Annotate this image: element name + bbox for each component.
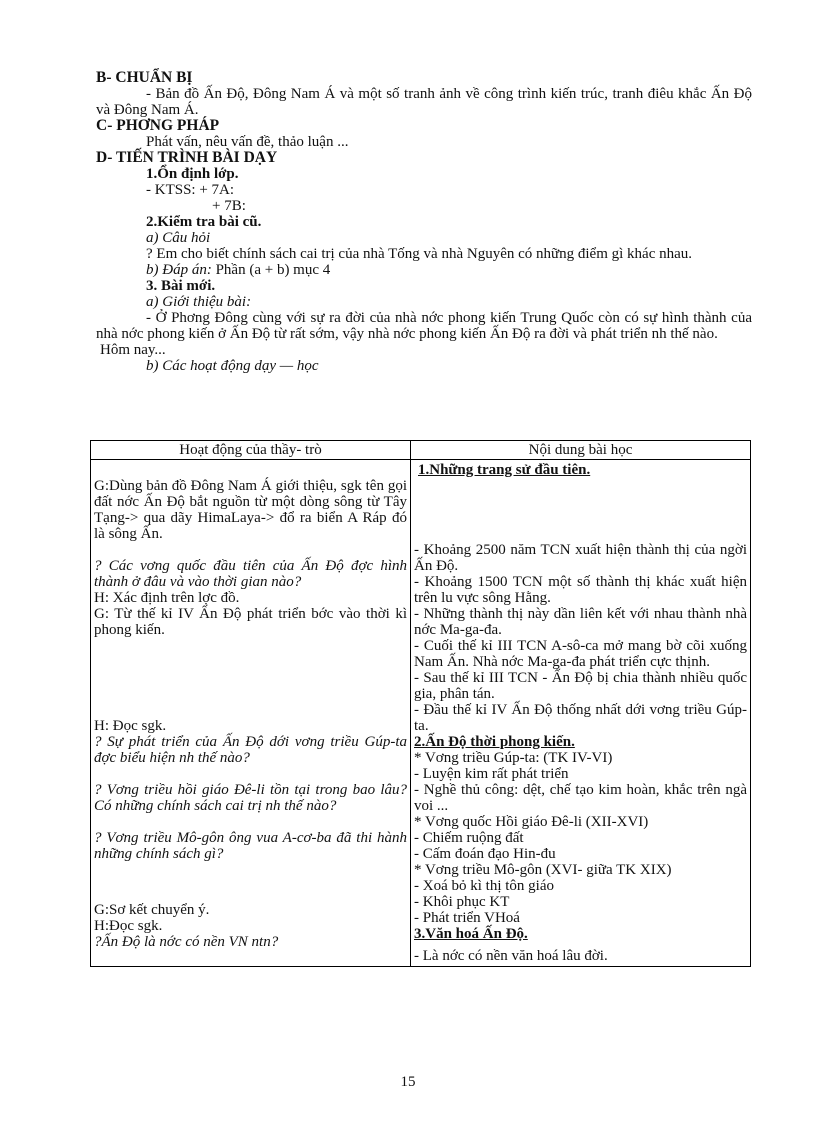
question-1: ? Các vơng quốc đầu tiên của Ấn Độ đợc hình thành ở đâu và vào thời gian nào? (94, 558, 407, 590)
section-2-line: - Xoá bỏ kì thị tôn giáo (414, 878, 554, 894)
section-2-line: - Nghề thủ công: dệt, chế tạo kim hoàn, khắc trên ngà voi ... (414, 782, 747, 814)
section-c-text: Phát vấn, nêu vấn đề, thảo luận ... (146, 134, 349, 150)
section-b-title: B- CHUẨN BỊ (96, 69, 193, 86)
content-cell (411, 460, 751, 967)
d1-line1: - KTSS: + 7A: (146, 182, 235, 198)
section-1-line: - Khoảng 1500 TCN một số thành thị khác xuất hiện trên lu vực sông Hằng. (414, 574, 747, 606)
activities-cell (91, 460, 411, 967)
d1-line2: + 7B: (212, 198, 246, 214)
d2-answer (96, 262, 752, 278)
document-body (96, 70, 752, 374)
d3-title: 3. Bài mới. (146, 278, 216, 294)
d1-title: 1.Ổn định lớp. (146, 166, 239, 182)
section-1-line: - Cuối thế kỉ III TCN A-sô-ca mở mang bờ cõi xuống Nam Ấn. Nhà nớc Ma-ga-đa phát triển cực thịnh. (414, 638, 747, 670)
d3-hom-nay: Hôm nay... (100, 342, 166, 358)
d3-intro-label: a) Giới thiệu bài: (146, 294, 252, 310)
col-header-activities: Hoạt động của thầy- trò (91, 441, 411, 460)
d2-question: ? Em cho biết chính sách cai trị của nhà Tống và nhà Nguyên có những điểm gì khác nhau. (146, 246, 693, 262)
teacher-note-1: G:Dùng bản đồ Đông Nam Á giới thiệu, sgk tên gọi đất nớc Ấn Độ bắt nguồn từ một dòng sông từ Tây Tạng-> qua dãy HimaLaya-> đổ ra biển A Ráp đó là sông Ấn. (94, 478, 407, 542)
section-2-line: - Luyện kim rất phát triển (414, 766, 569, 782)
question-3: ? Vơng triều hồi giáo Đê-li tồn tại trong bao lâu? Có những chính sách cai trị nh thế nào? (94, 782, 407, 814)
section-2-title: 2.Ấn Độ thời phong kiến. (414, 734, 575, 750)
section-2-line: * Vơng triều Gúp-ta: (TK IV-VI) (414, 750, 613, 766)
d3-activities-label: b) Các hoạt động dạy — học (146, 358, 319, 374)
section-1-line: - Những thành thị này dần liên kết với nhau thành nhà nớc Ma-ga-đa. (414, 606, 747, 638)
section-2-line: - Khôi phục KT (414, 894, 510, 910)
question-2: ? Sự phát triển của Ấn Độ dới vơng triều Gúp-ta đợc biểu hiện nh thế nào? (94, 734, 407, 766)
section-2-line: * Vơng triều Mô-gôn (XVI- giữa TK XIX) (414, 862, 672, 878)
teacher-note-2: G: Từ thế kỉ IV Ấn Độ phát triển bớc vào thời kì phong kiến. (94, 606, 407, 638)
section-d-title: D- TIẾN TRÌNH BÀI DẠY (96, 149, 278, 166)
section-1-line: - Đầu thế kỉ IV Ấn Độ thống nhất dới vơng triều Gúp-ta. (414, 702, 747, 734)
student-note-3: H:Đọc sgk. (94, 918, 163, 934)
col-header-content: Nội dung bài học (411, 441, 751, 460)
section-2-line: - Phát triển VHoá (414, 910, 520, 926)
section-2-line: - Cấm đoán đạo Hin-đu (414, 846, 556, 862)
d3-intro-text: - Ở Phơng Đông cùng với sự ra đời của nhà nớc phong kiến Trung Quốc còn có sự hình thành của nhà nớc phong kiến ở Ấn Độ từ rất sớm, vậy nhà nớc phong kiến Ấn Độ ra đời và phát triển nh thế nào. (96, 310, 752, 342)
section-b-text: - Bản đồ Ấn Độ, Đông Nam Á và một số tranh ảnh về công trình kiến trúc, tranh điêu khắc Ấn Độ và Đông Nam Á. (96, 86, 752, 118)
section-1-line: - Sau thế kỉ III TCN - Ấn Độ bị chia thành nhiều quốc gia, phân tán. (414, 670, 747, 702)
page-number: 15 (400, 1074, 416, 1090)
student-note-2: H: Đọc sgk. (94, 718, 167, 734)
student-note-1: H: Xác định trên lợc đồ. (94, 590, 240, 606)
section-2-line: * Vơng quốc Hồi giáo Đê-li (XII-XVI) (414, 814, 649, 830)
table-row (91, 460, 751, 967)
section-2-line: - Chiếm ruộng đất (414, 830, 524, 846)
table-header-row (91, 441, 751, 460)
section-c-title: C- PHƠNG PHÁP (96, 117, 220, 134)
section-3-title: 3.Văn hoá Ấn Độ. (414, 926, 528, 942)
lesson-table (90, 440, 751, 967)
question-4: ? Vơng triều Mô-gôn ông vua A-cơ-ba đã thi hành những chính sách gì? (94, 830, 407, 862)
section-1-title: 1.Những trang sử đầu tiên. (418, 462, 591, 478)
d2-answer-text: Phần (a + b) mục 4 (211, 262, 331, 278)
d2-answer-label: b) Đáp án: (146, 262, 212, 278)
teacher-note-3: G:Sơ kết chuyển ý. (94, 902, 210, 918)
d2-title: 2.Kiểm tra bài cũ. (146, 214, 262, 230)
section-1-line: - Khoảng 2500 năm TCN xuất hiện thành thị của ngời Ấn Độ. (414, 542, 747, 574)
section-3-line: - Là nớc có nền văn hoá lâu đời. (414, 948, 608, 964)
d2-question-label: a) Câu hỏi (146, 230, 211, 246)
question-5: ?Ấn Độ là nớc có nền VN ntn? (94, 934, 279, 950)
